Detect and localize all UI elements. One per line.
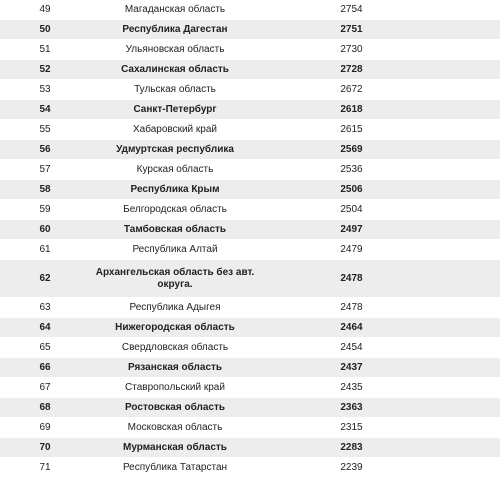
empty-cell: [443, 398, 500, 418]
region-cell: Белгородская область: [90, 200, 260, 220]
region-cell: Тульская область: [90, 80, 260, 100]
table-row: [0, 200, 500, 220]
rank-cell: 65: [0, 338, 90, 358]
value-cell: 2283: [260, 438, 443, 458]
rank-cell: 55: [0, 120, 90, 140]
table-row: [0, 20, 500, 40]
rank-cell: 61: [0, 240, 90, 260]
rank-cell: 56: [0, 140, 90, 160]
table-row: [0, 120, 500, 140]
region-cell: Республика Адыгея: [90, 298, 260, 318]
rank-cell: 52: [0, 60, 90, 80]
value-cell: 2464: [260, 318, 443, 338]
value-cell: 2672: [260, 80, 443, 100]
region-cell: Республика Алтай: [90, 240, 260, 260]
value-cell: 2754: [260, 0, 443, 20]
table-row: [0, 358, 500, 378]
empty-cell: [443, 298, 500, 318]
value-cell: 2454: [260, 338, 443, 358]
empty-cell: [443, 100, 500, 120]
region-cell: Республика Дагестан: [90, 20, 260, 40]
region-cell: Рязанская область: [90, 358, 260, 378]
empty-cell: [443, 120, 500, 140]
table-row: [0, 418, 500, 438]
table-row: [0, 458, 500, 478]
empty-cell: [443, 378, 500, 398]
value-cell: 2479: [260, 240, 443, 260]
region-cell: Хабаровский край: [90, 120, 260, 140]
value-cell: 2435: [260, 378, 443, 398]
region-cell: Республика Крым: [90, 180, 260, 200]
rank-cell: 49: [0, 0, 90, 20]
region-cell: Удмуртская республика: [90, 140, 260, 160]
value-cell: 2569: [260, 140, 443, 160]
table-row: [0, 240, 500, 260]
value-cell: 2730: [260, 40, 443, 60]
empty-cell: [443, 220, 500, 240]
value-cell: 2478: [260, 260, 443, 298]
rank-cell: 58: [0, 180, 90, 200]
value-cell: 2536: [260, 160, 443, 180]
region-cell: Архангельская область без авт. округа.: [90, 260, 260, 298]
table-row: [0, 0, 500, 20]
region-cell: Санкт-Петербург: [90, 100, 260, 120]
rank-cell: 62: [0, 260, 90, 298]
region-cell: Тамбовская область: [90, 220, 260, 240]
empty-cell: [443, 160, 500, 180]
empty-cell: [443, 80, 500, 100]
region-cell: Ульяновская область: [90, 40, 260, 60]
region-cell: Республика Татарстан: [90, 458, 260, 478]
empty-cell: [443, 40, 500, 60]
empty-cell: [443, 358, 500, 378]
rank-cell: 63: [0, 298, 90, 318]
rank-cell: 71: [0, 458, 90, 478]
table-row: [0, 220, 500, 240]
table-row: [0, 398, 500, 418]
region-cell: Нижегородская область: [90, 318, 260, 338]
rank-cell: 70: [0, 438, 90, 458]
value-cell: 2497: [260, 220, 443, 240]
value-cell: 2239: [260, 458, 443, 478]
table-row: [0, 60, 500, 80]
rank-cell: 50: [0, 20, 90, 40]
empty-cell: [443, 338, 500, 358]
rank-cell: 53: [0, 80, 90, 100]
value-cell: 2504: [260, 200, 443, 220]
empty-cell: [443, 318, 500, 338]
table-row: [0, 318, 500, 338]
empty-cell: [443, 140, 500, 160]
rank-cell: 59: [0, 200, 90, 220]
empty-cell: [443, 260, 500, 298]
region-cell: Свердловская область: [90, 338, 260, 358]
region-cell: Сахалинская область: [90, 60, 260, 80]
table-row: [0, 140, 500, 160]
table-row: [0, 378, 500, 398]
empty-cell: [443, 240, 500, 260]
empty-cell: [443, 180, 500, 200]
value-cell: 2728: [260, 60, 443, 80]
table-row: [0, 40, 500, 60]
empty-cell: [443, 458, 500, 478]
value-cell: 2506: [260, 180, 443, 200]
rank-cell: 64: [0, 318, 90, 338]
value-cell: 2751: [260, 20, 443, 40]
rank-cell: 54: [0, 100, 90, 120]
value-cell: 2618: [260, 100, 443, 120]
rank-cell: 69: [0, 418, 90, 438]
value-cell: 2615: [260, 120, 443, 140]
rank-cell: 66: [0, 358, 90, 378]
value-cell: 2363: [260, 398, 443, 418]
empty-cell: [443, 0, 500, 20]
table-row: [0, 260, 500, 298]
region-cell: Московская область: [90, 418, 260, 438]
table-row: [0, 180, 500, 200]
table-row: [0, 160, 500, 180]
rank-cell: 67: [0, 378, 90, 398]
rank-cell: 57: [0, 160, 90, 180]
table-row: [0, 338, 500, 358]
rank-cell: 68: [0, 398, 90, 418]
region-cell: Ростовская область: [90, 398, 260, 418]
region-cell: Курская область: [90, 160, 260, 180]
empty-cell: [443, 200, 500, 220]
region-cell: Мурманская область: [90, 438, 260, 458]
table-row: [0, 298, 500, 318]
rank-cell: 60: [0, 220, 90, 240]
rank-cell: 51: [0, 40, 90, 60]
table-row: [0, 100, 500, 120]
value-cell: 2478: [260, 298, 443, 318]
region-cell: Магаданская область: [90, 0, 260, 20]
table-row: [0, 438, 500, 458]
empty-cell: [443, 60, 500, 80]
empty-cell: [443, 418, 500, 438]
table-row: [0, 80, 500, 100]
empty-cell: [443, 20, 500, 40]
region-cell: Ставропольский край: [90, 378, 260, 398]
value-cell: 2315: [260, 418, 443, 438]
value-cell: 2437: [260, 358, 443, 378]
empty-cell: [443, 438, 500, 458]
